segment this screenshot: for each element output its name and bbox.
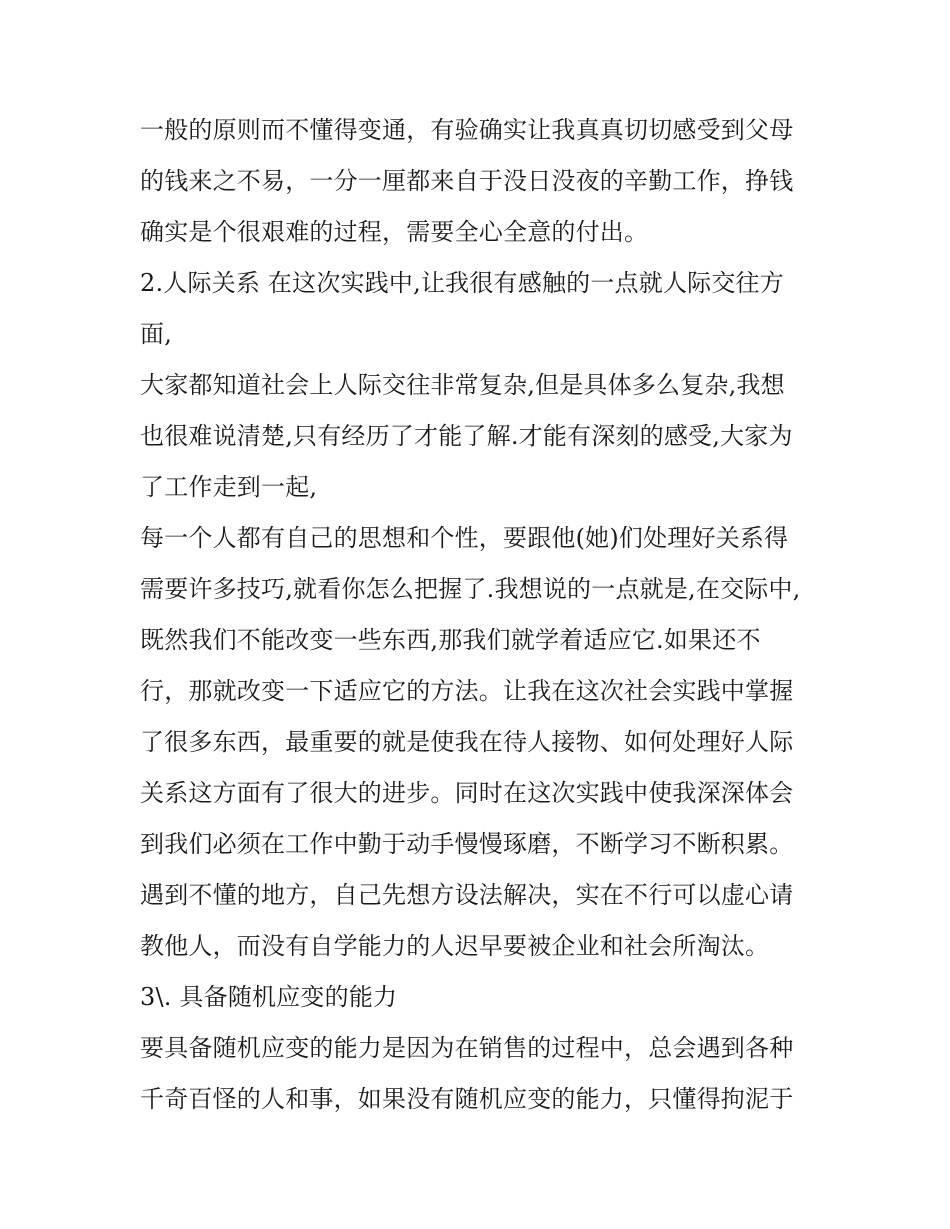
text-line: 千奇百怪的人和事，如果没有随机应变的能力，只懂得拘泥于: [140, 1085, 794, 1113]
text-line: 大家都知道社会上人际交往非常复杂,但是具体多么复杂,我想: [140, 371, 785, 399]
text-line: 了很多东西，最重要的就是使我在待人接物、如何处理好人际: [140, 728, 794, 756]
text-line: 每一个人都有自己的思想和个性，要跟他(她)们处理好关系得: [140, 524, 789, 552]
text-line: 遇到不懂的地方，自己先想方设法解决，实在不行可以虚心请: [140, 881, 794, 909]
text-line: 关系这方面有了很大的进步。同时在这次实践中使我深深体会: [140, 779, 794, 807]
text-line: 既然我们不能改变一些东西,那我们就学着适应它.如果还不: [140, 626, 761, 654]
text-line: 面,: [140, 320, 173, 348]
text-line: 行，那就改变一下适应它的方法。让我在这次社会实践中掌握: [140, 677, 794, 705]
text-line: 教他人，而没有自学能力的人迟早要被企业和社会所淘汰。: [140, 932, 770, 960]
text-line: 要具备随机应变的能力是因为在销售的过程中，总会遇到各种: [140, 1034, 794, 1062]
section-heading-adaptability: 3\. 具备随机应变的能力: [140, 983, 398, 1011]
section-heading-interpersonal: 2.人际关系 在这次实践中,让我很有感触的一点就人际交往方: [140, 269, 784, 297]
document-body: [140, 105, 830, 1125]
text-line: 需要许多技巧,就看你怎么把握了.我想说的一点就是,在交际中,: [140, 575, 801, 603]
text-line: 的钱来之不易，一分一厘都来自于没日没夜的辛勤工作，挣钱: [140, 167, 794, 195]
text-line: 一般的原则而不懂得变通，有验确实让我真真切切感受到父母: [140, 116, 794, 144]
text-line: 了工作走到一起,: [140, 473, 318, 501]
text-line: 到我们必须在工作中勤于动手慢慢琢磨，不断学习不断积累。: [140, 830, 794, 858]
text-line: 确实是个很艰难的过程，需要全心全意的付出。: [140, 218, 649, 246]
text-line: 也很难说清楚,只有经历了才能了解.才能有深刻的感受,大家为: [140, 422, 793, 450]
